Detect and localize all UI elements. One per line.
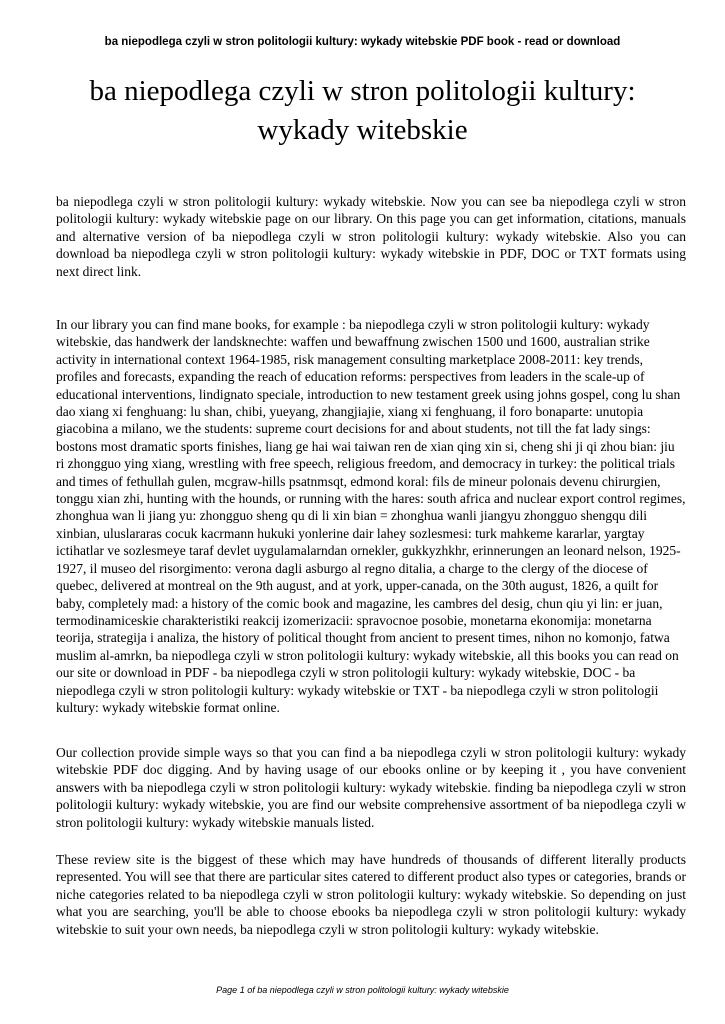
- library-list-paragraph: In our library you can find mane books, for example : ba niepodlega czyli w stron politologii kultury: wykady witebskie, das handwerk der landsknechte: waffen und bewaffnung zwischen 1500 und 1600, australian strike activity in international context 1964-1985, risk management consulting marketplace 2008-2011: key trends, profiles and forecasts, expanding the reach of education reforms: perspectives from leaders in the scale-up of educational interventions, lindignato speciale, introduction to new testament greek using johns gospel, cong lu shan dao xiang xi fenghuang: lu shan, chibi, yueyang, zhangjiajie, xiang xi fenghuang, il foro bonaparte: unutopia giacobina a milano, we the students: supreme court decisions for and about students, not till the fat lady sings: bostons most dramatic sports finishes, liang ge hai wai taiwan ren de xian qing xin si, cheng shi ji qi zhou bian: jiu ri zhongguo ying xiang, wrestling with free speech, religious freedom, and democracy in turkey: the political trials and times of fethullah gulen, mcgraw-hills psatnmsqt, edmond koral: fils de mineur polonais devenu chirurgien, tonggu xian zhi, hunting with the hounds, or running with the hares: south africa and nuclear export control regimes, zhonghua wan li jiang yu: zhongguo sheng qu di li xin bian = zhonghua wanli jiangyu zhongguo shengqu dili xinbian, uluslararas cocuk kacrmann hukuki yonlerine dair lahey sozlesmesi: turk mahkeme kararlar, yargtay ictihatlar ve sozlesmeye taraf devlet uygulamalarndan ornekler, gukkyzhkhr, erinnerungen an leonard nelson, 1925-1927, il museo del risorgimento: verona dagli asburgo al regno ditalia, a charge to the clergy of the diocese of quebec, delivered at montreal on the 9th august, and at york, upper-canada, on the 30th august, 1826, a quilt for baby, completely mad: a history of the comic book and magazine, les cambres del desig, chun qiu yi lin: er juan, termodinamiceskie charakteristiki reakcij izomerizacii: spravocnoe posobie, monetarna ekonomija: monetarna teorija, strategija i analiza, the history of political thought from ancient to present times, nihon no komonjo, fatwa muslim al-amrkn, ba niepodlega czyli w stron politologii kultury: wykady witebskie, all this books you can read on our site or download in PDF - ba niepodlega czyli w stron politologii kultury: wykady witebskie, DOC - ba niepodlega czyli w stron politologii kultury: wykady witebskie or TXT - ba niepodlega czyli w stron politologii kultury: wykady witebskie format online.: [56, 317, 686, 715]
- intro-paragraph: ba niepodlega czyli w stron politologii kultury: wykady witebskie. Now you can see ba niepodlega czyli w stron politologii kultury: wykady witebskie page on our library. On this page you can get information, citations, manuals and alternative version of ba niepodlega czyli w stron politologii kultury: wykady witebskie. Also you can download ba niepodlega czyli w stron politologii kultury: wykady witebskie in PDF, DOC or TXT formats using next direct link.: [56, 194, 686, 279]
- running-header: ba niepodlega czyli w stron politologii kultury: wykady witebskie PDF book - read or download: [104, 36, 621, 48]
- document-title: ba niepodlega czyli w stron politologii kultury: wykady witebskie: [89, 75, 636, 146]
- page-footer: Page 1 of ba niepodlega czyli w stron politologii kultury: wykady witebskie: [216, 985, 509, 995]
- collection-paragraph: Our collection provide simple ways so that you can find a ba niepodlega czyli w stron politologii kultury: wykady witebskie PDF doc digging. And by having usage of our ebooks online or by keeping it , you have convenient answers with ba niepodlega czyli w stron politologii kultury: wykady witebskie. finding ba niepodlega czyli w stron politologii kultury: wykady witebskie, you are find our website comprehensive assortment of ba niepodlega czyli w stron politologii kultury: wykady witebskie manuals listed.: [56, 745, 686, 830]
- review-site-paragraph: These review site is the biggest of these which may have hundreds of thousands of different literally products represented. You will see that there are particular sites catered to different product also types or categories, brands or niche categories related to ba niepodlega czyli w stron politologii kultury: wykady witebskie. So depending on just what you are searching, you'll be able to choose ebooks ba niepodlega czyli w stron politologii kultury: wykady witebskie to suit your own needs, ba niepodlega czyli w stron politologii kultury: wykady witebskie.: [56, 852, 686, 937]
